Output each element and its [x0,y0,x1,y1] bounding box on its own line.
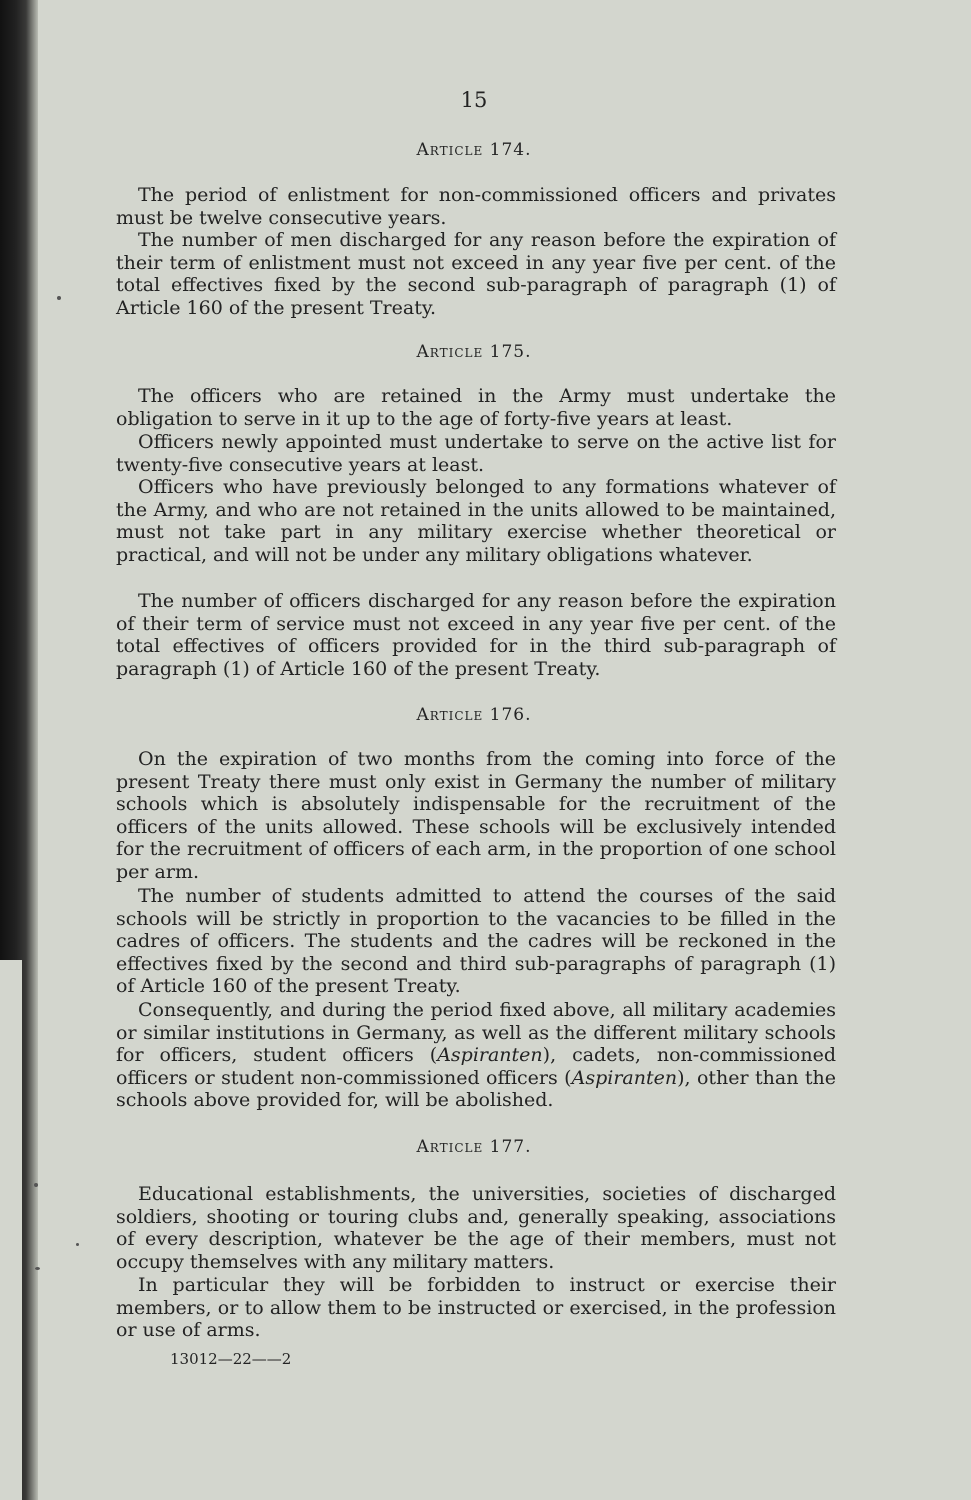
italic-term: Aspiranten [437,1044,543,1067]
article-175-paragraph-3: Officers who have previously belonged to any formations whatever of the Army, and who are not retained in the units allowed to be maintained, must not take part in any military exercise whether theoretical or practical, and will not be under any military obligations whatever. [116,476,836,566]
article-174-heading: Article 174. [416,140,532,160]
ink-speck [34,1183,38,1187]
ink-speck [57,296,61,300]
article-176-paragraph-3 [116,999,836,1112]
article-175-heading: Article 175. [416,342,532,362]
paragraph-text: Consequently, and during the period fixed above, all military academies or similar institutions in Germany, as well as the different military schools for officers, student officers ( [116,999,836,1067]
article-176-heading: Article 176. [416,705,532,725]
article-177-heading: Article 177. [416,1137,532,1157]
article-177-paragraph-2: In particular they will be forbidden to instruct or exercise their members, or to allow them to be instructed or exercised, in the profession or use of arms. [116,1274,836,1342]
ink-speck [35,1267,40,1270]
article-176-paragraph-1: On the expiration of two months from the coming into force of the present Treaty there must only exist in Germany the number of military schools which is absolutely indispensable for the recruitment of the officers of the units allowed. These schools will be exclusively intended for the recruitment of officers of each arm, in the proportion of one school per arm. [116,748,836,883]
article-177-paragraph-1: Educational establishments, the universities, societies of discharged soldiers, shooting or touring clubs and, generally speaking, associations of every description, whatever be the age of their members, must not occupy themselves with any military matters. [116,1183,836,1273]
printer-code: 13012—22——2 [170,1350,292,1368]
paragraph-text: ), cadets, non-commissioned officers or student non-commissioned officers ( [116,1044,837,1089]
ink-speck [76,1243,79,1246]
article-174-paragraph-2: The number of men discharged for any reason before the expiration of their term of enlistment must not exceed in any year five per cent. of the total effectives fixed by the second sub-paragraph of paragraph (1) of Article 160 of the present Treaty. [116,229,836,319]
italic-term: Aspiranten [571,1066,678,1089]
paragraph-text: ), other than the schools above provided for, will be abolished. [116,1066,837,1112]
article-176-paragraph-2: The number of students admitted to attend the courses of the said schools will be strictly in proportion to the vacancies to be filled in the cadres of officers. The students and the cadres will be reckoned in the effectives fixed by the second and third sub-paragraphs of paragraph (1) of Article 160 of the present Treaty. [116,885,836,998]
page-margin [0,960,22,1500]
article-175-paragraph-1: The officers who are retained in the Army must undertake the obligation to serve in it up to the age of forty-five years at least. [116,385,836,430]
page-number: 15 [460,88,488,112]
article-174-paragraph-1: The period of enlistment for non-commissioned officers and privates must be twelve consecutive years. [116,184,836,229]
article-175-paragraph-2: Officers newly appointed must undertake to serve on the active list for twenty-five consecutive years at least. [116,431,836,476]
article-175-paragraph-4: The number of officers discharged for any reason before the expiration of their term of service must not exceed in any year five per cent. of the total effectives of officers provided for in the third sub-paragraph of paragraph (1) of Article 160 of the present Treaty. [116,590,836,680]
